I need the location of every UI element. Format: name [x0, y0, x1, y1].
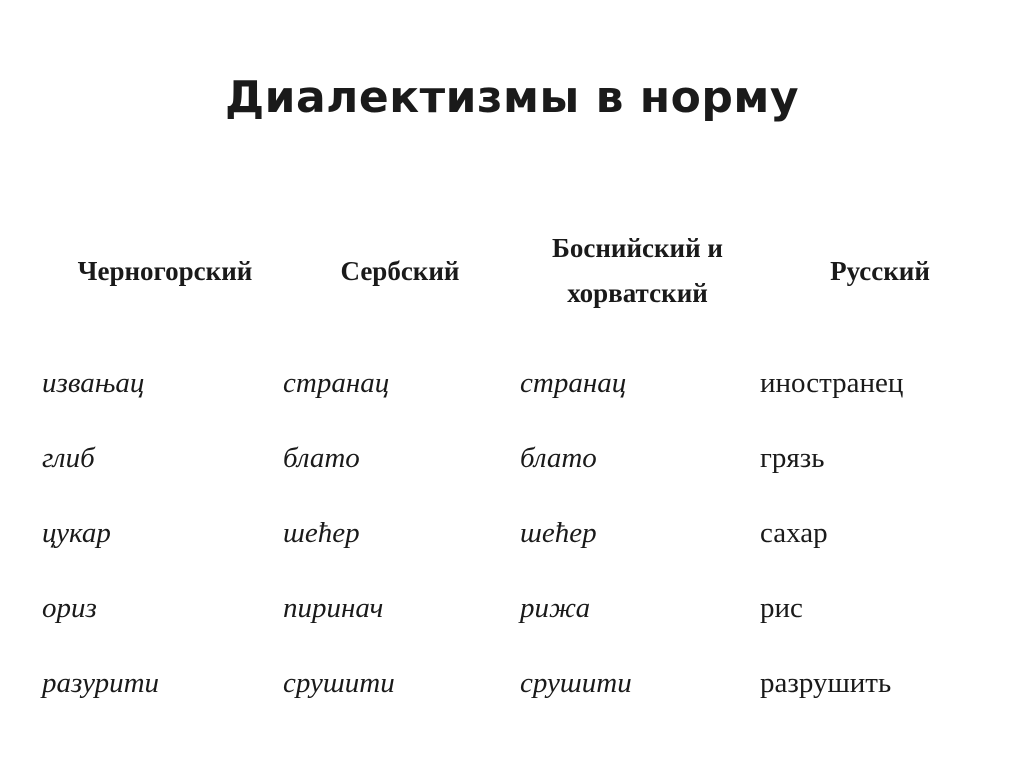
header-bosnian-croatian-line1: Боснийский и	[552, 233, 723, 263]
header-montenegrin	[40, 226, 290, 316]
cell-russian: разрушить	[760, 667, 892, 699]
header-serbian-label: Сербский	[340, 255, 460, 286]
cell-bosnian-croatian: блато	[520, 442, 597, 474]
cell-serbian: срушити	[283, 667, 395, 699]
cell-russian: рис	[760, 592, 803, 624]
cell-serbian: пиринач	[283, 592, 384, 624]
cell-bosnian-croatian: странац	[520, 367, 627, 399]
table-row	[0, 436, 1024, 511]
table-header	[0, 226, 1024, 316]
cell-montenegrin: глиб	[42, 442, 95, 474]
header-russian	[780, 226, 980, 316]
table-row	[0, 661, 1024, 736]
cell-serbian: странац	[283, 367, 390, 399]
cell-bosnian-croatian: срушити	[520, 667, 632, 699]
table-row	[0, 361, 1024, 436]
cell-russian: сахар	[760, 517, 828, 549]
cell-montenegrin: цукар	[42, 517, 111, 549]
cell-bosnian-croatian: шећер	[520, 517, 597, 549]
header-bosnian-croatian	[505, 226, 770, 316]
table-row	[0, 511, 1024, 586]
cell-montenegrin: разурити	[42, 667, 160, 699]
cell-serbian: блато	[283, 442, 360, 474]
slide-title: Диалектизмы в норму	[224, 72, 800, 123]
cell-montenegrin: извањац	[42, 367, 145, 399]
header-serbian	[300, 226, 500, 316]
cell-bosnian-croatian: рижа	[520, 592, 591, 624]
cell-serbian: шећер	[283, 517, 360, 549]
table-row	[0, 586, 1024, 661]
table-body	[0, 361, 1024, 736]
header-bosnian-croatian-line2: хорватский	[567, 278, 708, 308]
cell-russian: грязь	[760, 442, 825, 474]
header-russian-label: Русский	[830, 255, 930, 286]
cell-russian: иностранец	[760, 367, 904, 399]
cell-montenegrin: ориз	[42, 592, 97, 624]
header-montenegrin-label: Черногорский	[77, 255, 253, 286]
